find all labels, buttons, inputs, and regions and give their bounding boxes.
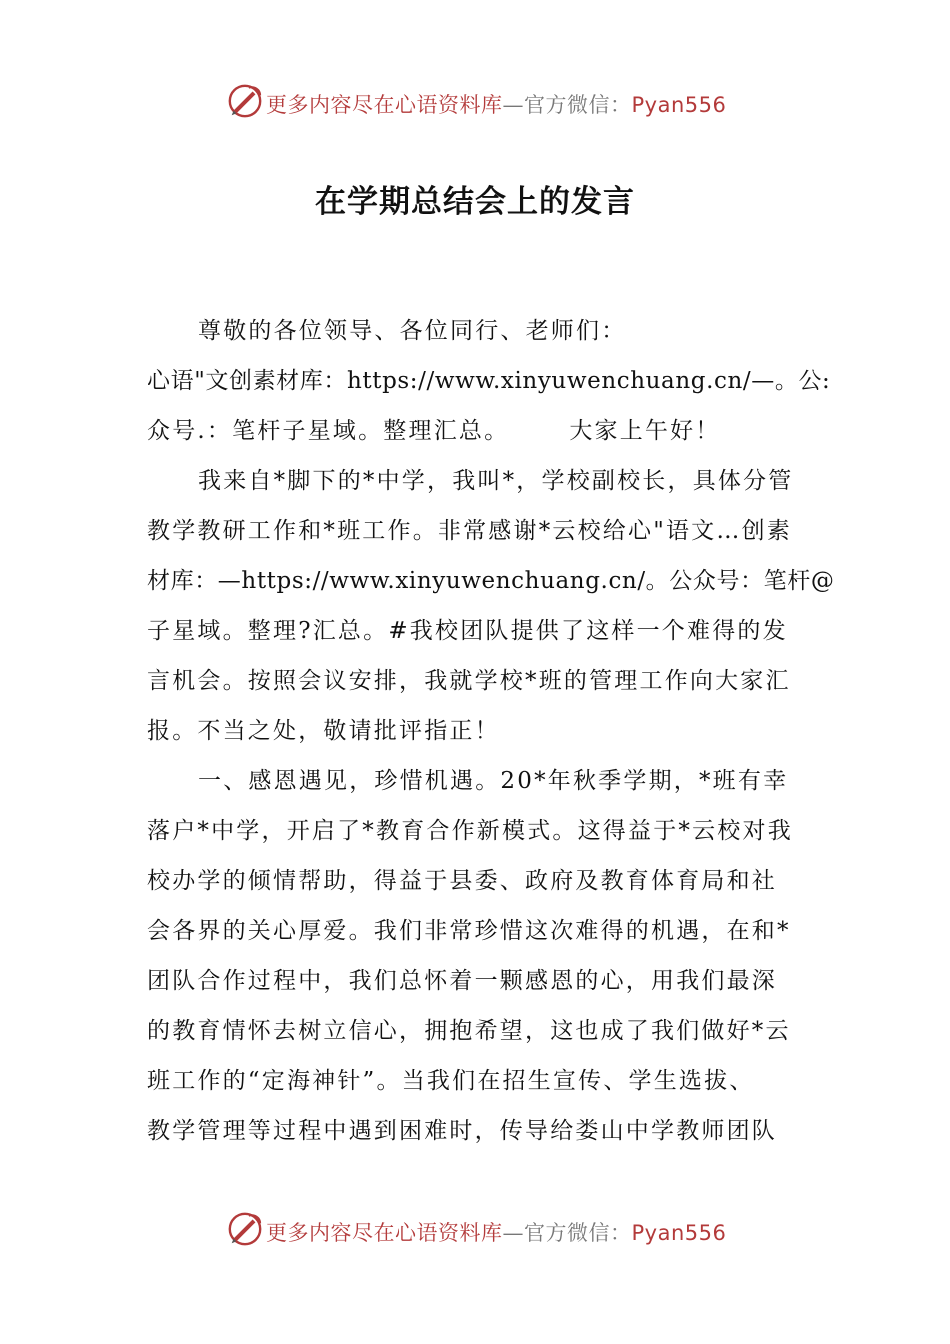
paragraph-line	[147, 410, 807, 460]
header-watermark	[0, 80, 950, 124]
watermark-side: 官方微信：	[524, 1221, 632, 1245]
paragraph-line: 尊敬的各位领导、各位同行、老师们：	[198, 318, 627, 344]
watermark-main: 更多内容尽在心语资料库	[266, 93, 503, 117]
greeting: 大家上午好！	[569, 418, 721, 444]
paragraph-line: 一、感恩遇见，珍惜机遇。20*年秋季学期，*班有幸	[198, 768, 789, 794]
watermark-dash: —	[502, 93, 524, 117]
paragraph-line: 教学教研工作和*班工作。非常感谢*云校给心"语文…创素	[147, 518, 792, 544]
pen-logo-icon	[226, 82, 264, 120]
watermark-side: 官方微信：	[524, 93, 632, 117]
document-body	[147, 310, 835, 1160]
paragraph-line: 落户*中学，开启了*教育合作新模式。这得益于*云校对我	[147, 818, 793, 844]
line-segment: 众号.：笔杆子星域。整理汇总。	[147, 418, 510, 444]
footer-watermark	[0, 1208, 950, 1252]
watermark-main: 更多内容尽在心语资料库	[266, 1221, 503, 1245]
watermark-text	[266, 1217, 726, 1247]
paragraph-line: 校办学的倾情帮助，得益于县委、政府及教育体育局和社	[147, 868, 777, 894]
paragraph-line: 团队合作过程中，我们总怀着一颗感恩的心，用我们最深	[147, 968, 777, 994]
paragraph-line: 子星域。整理?汇总。#我校团队提供了这样一个难得的发	[147, 618, 788, 644]
watermark-wechat: Pyan556	[631, 93, 727, 117]
watermark-text	[266, 89, 726, 119]
paragraph-line: 材库：—https://www.xinyuwenchuang.cn/。公众号：笔杆@	[147, 568, 835, 594]
paragraph-line: 班工作的“定海神针”。当我们在招生宣传、学生选拔、	[147, 1068, 755, 1094]
paragraph-line: 心语"文创素材库：https://www.xinyuwenchuang.cn/—。公:	[147, 368, 831, 394]
paragraph-line: 会各界的关心厚爱。我们非常珍惜这次难得的机遇，在和*	[147, 918, 791, 944]
document-title: 在学期总结会上的发言	[315, 184, 635, 220]
paragraph-line: 报。不当之处，敬请批评指正！	[147, 718, 500, 744]
watermark-dash: —	[502, 1221, 524, 1245]
paragraph-line: 我来自*脚下的*中学，我叫*，学校副校长，具体分管	[198, 468, 794, 494]
paragraph-line: 言机会。按照会议安排，我就学校*班的管理工作向大家汇	[147, 668, 791, 694]
watermark-wechat: Pyan556	[631, 1221, 727, 1245]
pen-logo-icon	[226, 1210, 264, 1248]
paragraph-line: 的教育情怀去树立信心，拥抱希望，这也成了我们做好*云	[147, 1018, 791, 1044]
paragraph-line: 教学管理等过程中遇到困难时，传导给娄山中学教师团队	[147, 1118, 777, 1144]
